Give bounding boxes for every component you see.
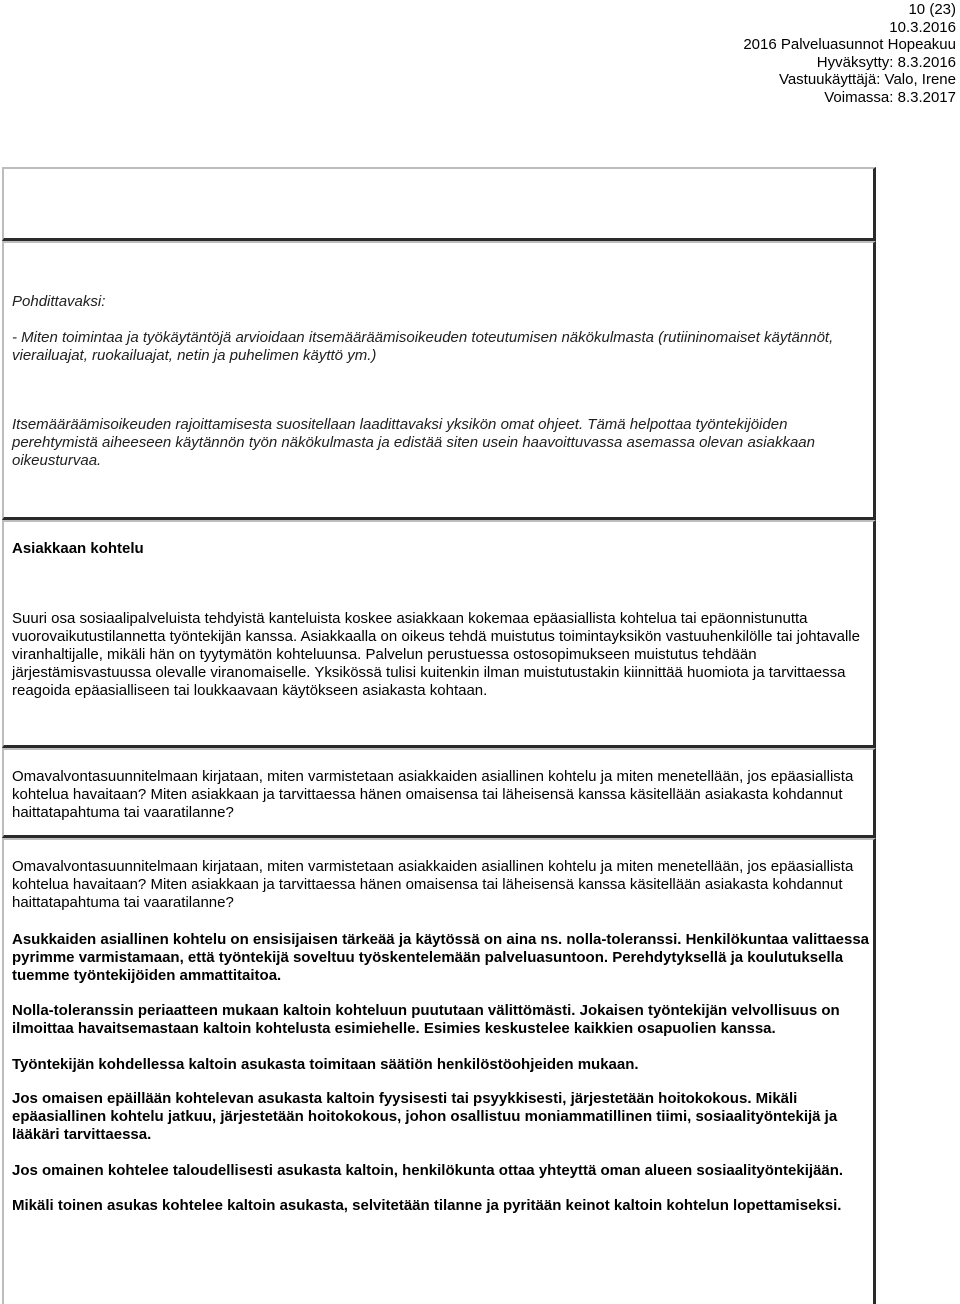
client-treatment-section (2, 520, 876, 748)
section-body-line: viranhaltijalle, mikäli hän on tyytymätön kohteluunsa. Palvelun perustuessa ostosopimukseen muistutus tehdään (12, 646, 757, 663)
answer-paragraph-line: lääkäri tarvittaessa. (12, 1126, 152, 1143)
question-line: Omavalvontasuunnitelmaan kirjataan, miten varmistetaan asiakkaiden asiallinen kohtelu ja miten menetellään, jos epäasiallista (12, 768, 854, 785)
page-number: 10 (23) (908, 1, 956, 18)
answer-paragraph-line: Mikäli toinen asukas kohtelee kaltoin asukasta, selvitetään tilanne ja pyritään keinot kaltoin kohtelun lopettamiseksi. (12, 1197, 842, 1214)
answer-paragraph-line: Jos omainen kohtelee taloudellisesti asukasta kaltoin, henkilökunta ottaa yhteyttä oman alueen sosiaalityöntekijään. (12, 1162, 844, 1179)
answer-question-line: haittatapahtuma tai vaaratilanne? (12, 894, 234, 911)
question-line: kohtelua havaitaan? Miten asiakkaan ja tarvittaessa hänen omaisensa tai läheisensä kanssa käsitellään asiakasta kohdannut (12, 786, 843, 803)
answer-paragraph-line: tuemme työntekijöiden ammattitaitoa. (12, 967, 282, 984)
guidance-box (2, 241, 876, 520)
empty-box (2, 167, 876, 241)
section-title: Asiakkaan kohtelu (12, 540, 144, 557)
responsible-user: Vastuukäyttäjä: Valo, Irene (778, 71, 956, 89)
question-line: haittatapahtuma tai vaaratilanne? (12, 804, 234, 821)
answer-question-line: kohtelua havaitaan? Miten asiakkaan ja tarvittaessa hänen omaisensa tai läheisensä kanssa käsitellään asiakasta kohdannut (12, 876, 843, 893)
guidance-note-line: oikeusturvaa. (12, 452, 102, 469)
print-date: 10.3.2016 (889, 18, 956, 36)
guidance-note-line: Itsemääräämisoikeuden rajoittamisesta suositellaan laadittavaksi yksikön omat ohjeet. Tämä helpottaa työntekijöiden (12, 416, 788, 433)
section-body-line: reagoida epäasialliseen tai loukkaavaan käytökseen asiakasta kohtaan. (12, 682, 488, 699)
valid-until: Voimassa: 8.3.2017 (824, 88, 956, 106)
question-box (2, 748, 876, 838)
answer-paragraph-line: Nolla-toleranssin periaatteen mukaan kaltoin kohteluun puututaan välittömästi. Jokaisen työntekijän velvollisuus on (12, 1002, 840, 1019)
document-title: 2016 Palveluasunnot Hopeakuu (743, 36, 956, 54)
section-body-line: vuorovaikutustilannetta työntekijän kanssa. Asiakkaalla on oikeus tehdä muistutus toimintayksikön vastuuhenkilölle tai johtavalle (12, 628, 860, 645)
document-header (743, 1, 956, 107)
answer-paragraph-line: Asukkaiden asiallinen kohtelu on ensisijaisen tärkeää ja käytössä on aina ns. nolla-toleranssi. Henkilökuntaa valittaessa (12, 931, 869, 948)
answer-question-line: Omavalvontasuunnitelmaan kirjataan, miten varmistetaan asiakkaiden asiallinen kohtelu ja miten menetellään, jos epäasiallista (12, 858, 854, 875)
answer-paragraph-line: epäasiallinen kohtelu jatkuu, järjestetään hoitokokous, johon osallistuu moniammatillinen tiimi, sosiaalityöntekijä ja (12, 1108, 838, 1125)
guidance-note-line: perehtymistä aiheeseen käytännön työn näkökulmasta ja edistää siten usein haavoittuvassa asemassa olevan asiakkaan (12, 434, 815, 451)
answer-paragraph-line: pyrimme varmistamaan, että työntekijä soveltuu työskentelemään palveluasuntoon. Perehdytyksellä ja koulutuksella (12, 949, 844, 966)
guidance-question-line: - Miten toimintaa ja työkäytäntöjä arvioidaan itsemääräämisoikeuden toteutumisen näkökulmasta (rutiininomaiset käytännöt, (12, 329, 834, 346)
answer-box (2, 838, 876, 1304)
answer-paragraph-line: Työntekijän kohdellessa kaltoin asukasta toimitaan säätiön henkilöstöohjeiden mukaan. (12, 1056, 639, 1073)
answer-paragraph-line: Jos omaisen epäillään kohtelevan asukasta kaltoin fyysisesti tai psyykkisesti, järjestetään hoitokokous. Mikäli (12, 1090, 798, 1107)
guidance-label: Pohdittavaksi: (12, 293, 106, 310)
approved-date: Hyväksytty: 8.3.2016 (816, 53, 956, 71)
section-body-line: Suuri osa sosiaalipalveluista tehdyistä kanteluista koskee asiakkaan kokemaa epäasiallista kohtelua tai epäonnistunutta (12, 610, 808, 627)
guidance-question-line: vierailuajat, ruokailuajat, netin ja puhelimen käyttö ym.) (12, 347, 377, 364)
section-body-line: järjestämisvastuussa olevalle viranomaiselle. Yksikössä tulisi kuitenkin ilman muistutustakin kiinnittää huomiota ja tarvittaessa (12, 664, 846, 681)
answer-paragraph-line: ilmoittaa havaitsemastaan kaltoin kohtelusta esimiehelle. Esimies keskustelee kaikkien osapuolien kanssa. (12, 1020, 776, 1037)
